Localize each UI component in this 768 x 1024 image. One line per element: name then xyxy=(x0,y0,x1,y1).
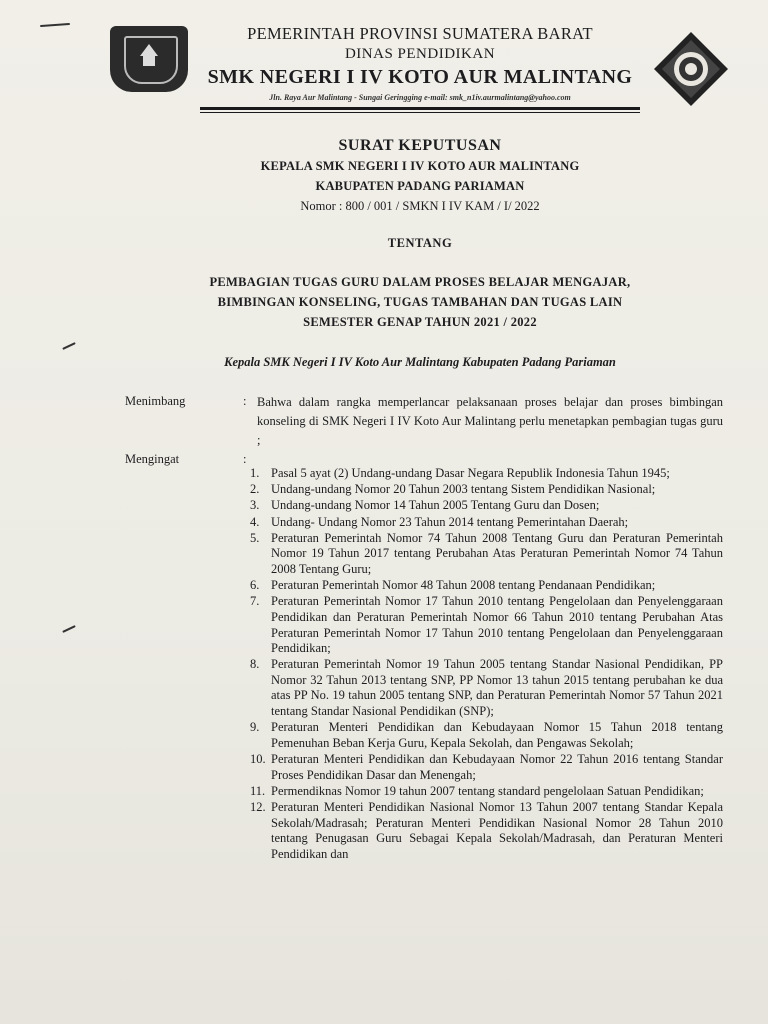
mengingat-label: Mengingat xyxy=(125,452,180,466)
list-item xyxy=(250,515,723,531)
item-number: 8. xyxy=(250,657,260,672)
item-text: Peraturan Pemerintah Nomor 74 Tahun 2008 Tentang Guru dan Peraturan Pemerintah Nomor 19 Tahun 2017 tentang Perubahan Atas Peraturan Pemerintah Nomor 74 Tahun 2008 Tentang Guru; xyxy=(271,530,723,576)
item-text: Peraturan Pemerintah Nomor 19 Tahun 2005 tentang Standar Nasional Pendidikan, PP Nomor 32 Tahun 2013 tentang SNP, PP Nomor 13 tahun 2015 tentang perubahan ke dua atas PP No. 19 tahun 2005 tentang SNP, dan Peraturan Pemerintah Nomor 57 Tahun 2021 tentang Standar Nasional Pendidikan (SNP); xyxy=(271,657,723,719)
decree-title-line-2: KABUPATEN PADANG PARIAMAN xyxy=(315,179,525,193)
item-number: 9. xyxy=(250,720,260,735)
list-item xyxy=(250,720,723,751)
mengingat-list xyxy=(250,466,723,863)
item-number: 12. xyxy=(250,800,266,814)
list-item xyxy=(250,594,723,656)
item-text: Undang-undang Nomor 20 Tahun 2003 tentang Sistem Pendidikan Nasional; xyxy=(271,482,656,497)
decree-number: Nomor : 800 / 001 / SMKN I IV KAM / I/ 2022 xyxy=(300,199,540,213)
item-text: Permendiknas Nomor 19 tahun 2007 tentang standard pengelolaan Satuan Pendidikan; xyxy=(271,783,704,798)
item-number: 4. xyxy=(250,514,260,529)
item-text: Pasal 5 ayat (2) Undang-undang Dasar Negara Republik Indonesia Tahun 1945; xyxy=(271,466,670,480)
letterhead-rule-thin xyxy=(200,112,640,113)
scan-mark xyxy=(62,342,76,350)
item-number: 10. xyxy=(250,752,266,767)
list-item xyxy=(250,752,723,783)
item-text: Peraturan Pemerintah Nomor 48 Tahun 2008 tentang Pendanaan Pendidikan; xyxy=(271,578,656,593)
menimbang-text: Bahwa dalam rangka memperlancar pelaksanaan proses belajar dan proses bimbingan konseling di SMK Negeri I IV Koto Aur Malintang perlu menetapkan pembagian tugas guru ; xyxy=(257,395,723,447)
government-line: PEMERINTAH PROVINSI SUMATERA BARAT xyxy=(247,24,593,43)
scan-mark xyxy=(62,625,76,633)
list-item xyxy=(250,784,723,800)
menimbang-colon: : xyxy=(243,394,247,408)
department-line: DINAS PENDIDIKAN xyxy=(344,46,496,62)
mengingat-colon: : xyxy=(243,452,247,466)
item-text: Peraturan Menteri Pendidikan dan Kebudayaan Nomor 15 Tahun 2018 tentang Pemenuhan Beban Kerja Guru, Kepala Sekolah, dan Pengawas Sekolah; xyxy=(271,720,723,750)
province-logo xyxy=(110,26,188,92)
item-number: 11. xyxy=(250,783,266,798)
letterhead-rule xyxy=(200,107,640,110)
menimbang-label: Menimbang xyxy=(125,394,186,408)
item-number: 6. xyxy=(250,578,260,593)
issuer-line: Kepala SMK Negeri I IV Koto Aur Malintang Kabupaten Padang Pariaman xyxy=(224,355,616,369)
item-text: Undang-undang Nomor 14 Tahun 2005 Tentang Guru dan Dosen; xyxy=(271,498,600,513)
subject-line-2: BIMBINGAN KONSELING, TUGAS TAMBAHAN DAN TUGAS LAIN xyxy=(217,295,623,309)
item-number: 3. xyxy=(250,498,260,513)
list-item xyxy=(250,800,723,862)
school-address: Jln. Raya Aur Malintang - Sungai Geringging e-mail: smk_n1iv.aurmalintang@yahoo.com xyxy=(269,93,571,102)
list-item xyxy=(250,578,723,594)
school-name: SMK NEGERI I IV KOTO AUR MALINTANG xyxy=(207,66,633,88)
list-item xyxy=(250,531,723,578)
decree-heading: SURAT KEPUTUSAN xyxy=(338,137,502,154)
item-number: 1. xyxy=(250,466,260,480)
item-text: Peraturan Menteri Pendidikan dan Kebudayaan Nomor 22 Tahun 2016 tentang Standar Proses Pendidikan Dasar dan Menengah; xyxy=(271,752,723,782)
list-item xyxy=(250,482,723,498)
subject-line-3: SEMESTER GENAP TAHUN 2021 / 2022 xyxy=(303,315,537,329)
item-number: 5. xyxy=(250,530,260,545)
item-text: Undang- Undang Nomor 23 Tahun 2014 tentang Pemerintahan Daerah; xyxy=(271,514,629,529)
item-number: 2. xyxy=(250,482,260,497)
item-text: Peraturan Menteri Pendidikan Nasional Nomor 13 Tahun 2007 tentang Standar Kepala Sekolah/Madrasah; Peraturan Menteri Pendidikan Nasional Nomor 28 Tahun 2010 tentang Penugasan Guru Sebagai Kepala Sekolah/Madrasah, dan Peraturan Menteri Pendidikan dan xyxy=(271,800,723,861)
about-label: TENTANG xyxy=(387,236,453,250)
item-text: Peraturan Pemerintah Nomor 17 Tahun 2010 tentang Pengelolaan dan Penyelenggaraan Pendidikan dan Peraturan Pemerintah Nomor 66 Tahun 2010 tentang Perubahan Atas Peraturan Pemerintah Nomor 17 Tahun 2010 tentang Pengelolaan dan Penyelenggaraan Pendidikan; xyxy=(271,594,723,656)
list-item xyxy=(250,498,723,514)
scan-mark xyxy=(40,23,70,27)
list-item xyxy=(250,657,723,719)
subject-line-1: PEMBAGIAN TUGAS GURU DALAM PROSES BELAJAR MENGAJAR, xyxy=(209,275,631,289)
school-logo xyxy=(652,30,730,108)
list-item xyxy=(250,466,723,482)
decree-title-line-1: KEPALA SMK NEGERI I IV KOTO AUR MALINTANG xyxy=(260,159,580,173)
item-number: 7. xyxy=(250,594,260,609)
